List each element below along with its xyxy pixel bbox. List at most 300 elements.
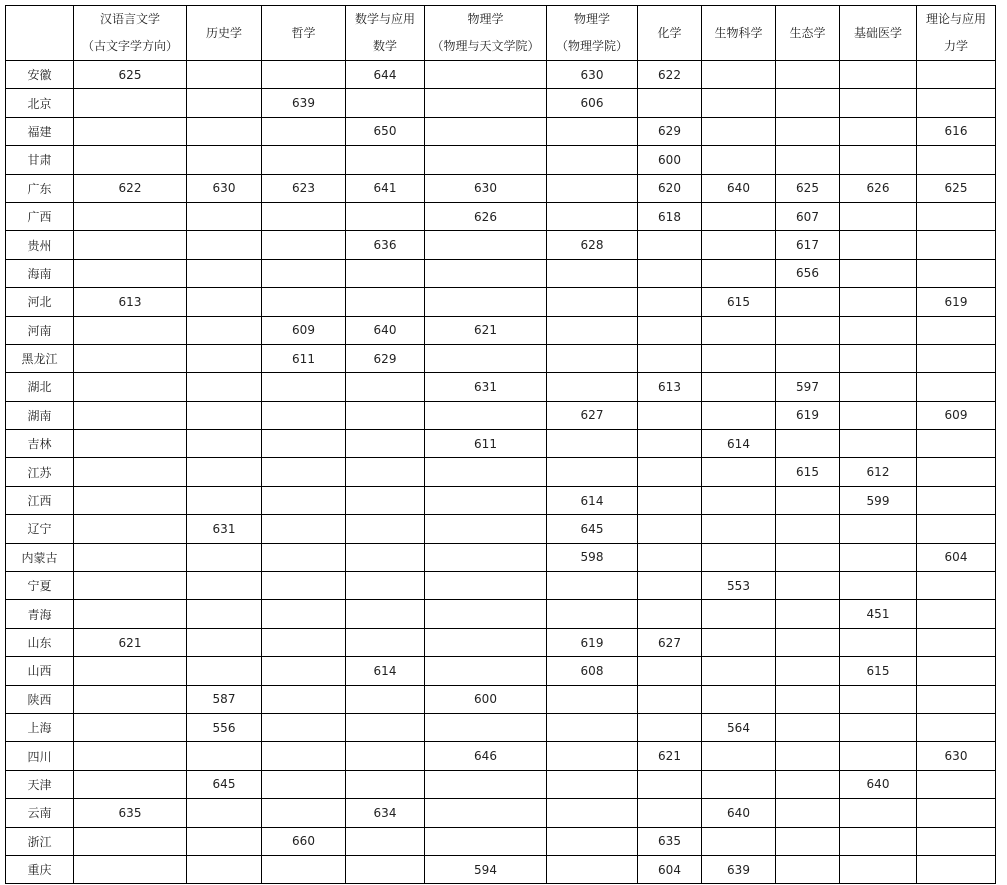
header-cell [346, 6, 425, 61]
score-cell [425, 288, 547, 316]
score-cell [262, 742, 346, 770]
score-cell [638, 515, 702, 543]
score-cell [74, 231, 187, 259]
table-row [6, 373, 996, 401]
score-cell [840, 628, 917, 656]
header-line: （古文字学方向） [81, 39, 178, 53]
score-cell [840, 259, 917, 287]
score-cell [776, 628, 840, 656]
province-cell: 内蒙古 [6, 543, 74, 571]
score-cell [638, 259, 702, 287]
score-cell [917, 600, 996, 628]
score-cell [187, 572, 262, 600]
score-cell [702, 770, 776, 798]
score-cell: 615 [776, 458, 840, 486]
score-cell [547, 572, 638, 600]
province-cell: 江苏 [6, 458, 74, 486]
score-cell [702, 543, 776, 571]
score-cell [425, 657, 547, 685]
score-cell [262, 231, 346, 259]
score-cell [702, 316, 776, 344]
score-cell: 627 [638, 628, 702, 656]
table-row [6, 486, 996, 514]
score-cell [262, 628, 346, 656]
score-cell: 608 [547, 657, 638, 685]
score-cell [702, 146, 776, 174]
province-cell: 陕西 [6, 685, 74, 713]
score-cell [187, 628, 262, 656]
table-row [6, 231, 996, 259]
score-cell [638, 344, 702, 372]
score-cell [840, 288, 917, 316]
score-cell: 622 [638, 61, 702, 89]
score-cell [187, 401, 262, 429]
score-cell [74, 89, 187, 117]
header-line: 化学 [657, 25, 682, 40]
score-cell: 641 [346, 174, 425, 202]
header-line: （物理学院） [555, 39, 628, 53]
score-cell [776, 799, 840, 827]
score-cell: 621 [425, 316, 547, 344]
score-cell [547, 827, 638, 855]
score-cell: 553 [702, 572, 776, 600]
score-cell [262, 458, 346, 486]
province-cell: 吉林 [6, 430, 74, 458]
score-cell [425, 401, 547, 429]
table-row [6, 827, 996, 855]
score-cell [262, 202, 346, 230]
score-cell [702, 373, 776, 401]
score-cell [776, 572, 840, 600]
score-cell [425, 231, 547, 259]
score-cell: 628 [547, 231, 638, 259]
score-cell: 609 [262, 316, 346, 344]
score-cell [702, 202, 776, 230]
score-cell [917, 259, 996, 287]
score-cell: 630 [425, 174, 547, 202]
score-cell: 635 [638, 827, 702, 855]
header-line: （物理与天文学院） [431, 39, 540, 53]
score-cell [840, 146, 917, 174]
score-cell [425, 600, 547, 628]
province-cell: 贵州 [6, 231, 74, 259]
score-cell: 606 [547, 89, 638, 117]
score-cell [346, 288, 425, 316]
table-row [6, 202, 996, 230]
score-cell [187, 316, 262, 344]
score-cell [547, 458, 638, 486]
score-cell [547, 344, 638, 372]
score-cell [425, 117, 547, 145]
score-cell [776, 61, 840, 89]
header-cell-province [6, 6, 74, 61]
score-cell: 609 [917, 401, 996, 429]
score-cell [917, 628, 996, 656]
table-row [6, 146, 996, 174]
score-cell [776, 600, 840, 628]
score-cell [346, 401, 425, 429]
header-line: 物理学 [573, 12, 610, 26]
table-row [6, 685, 996, 713]
score-cell: 650 [346, 117, 425, 145]
score-cell [74, 344, 187, 372]
table-row [6, 288, 996, 316]
score-cell [776, 515, 840, 543]
score-cell: 639 [702, 855, 776, 883]
header-line: 数学与应用 [354, 12, 415, 26]
score-cell: 615 [840, 657, 917, 685]
header-cell [917, 6, 996, 61]
table-row [6, 401, 996, 429]
score-cell [346, 713, 425, 741]
score-cell [262, 600, 346, 628]
header-line: 力学 [943, 39, 968, 53]
score-cell [776, 486, 840, 514]
score-cell [262, 61, 346, 89]
admission-score-table [5, 5, 996, 884]
score-cell [547, 600, 638, 628]
score-cell: 604 [917, 543, 996, 571]
score-cell [346, 515, 425, 543]
score-cell [547, 259, 638, 287]
score-cell [547, 742, 638, 770]
header-cell [702, 6, 776, 61]
score-cell [917, 827, 996, 855]
header-cell [187, 6, 262, 61]
score-cell [74, 259, 187, 287]
score-cell [840, 231, 917, 259]
header-line: 生物科学 [714, 25, 763, 40]
score-cell [547, 685, 638, 713]
table-row [6, 458, 996, 486]
score-cell [917, 685, 996, 713]
province-cell: 四川 [6, 742, 74, 770]
score-cell: 614 [346, 657, 425, 685]
score-cell: 611 [262, 344, 346, 372]
score-cell [840, 742, 917, 770]
score-cell: 597 [776, 373, 840, 401]
table-row [6, 713, 996, 741]
score-cell: 616 [917, 117, 996, 145]
score-cell [187, 231, 262, 259]
score-cell: 619 [776, 401, 840, 429]
score-cell [262, 657, 346, 685]
score-cell [74, 458, 187, 486]
province-cell: 重庆 [6, 855, 74, 883]
score-cell [840, 61, 917, 89]
table-body [6, 61, 996, 884]
score-cell [262, 288, 346, 316]
score-cell: 604 [638, 855, 702, 883]
score-cell [917, 458, 996, 486]
score-cell [346, 373, 425, 401]
province-cell: 甘肃 [6, 146, 74, 174]
score-cell: 640 [840, 770, 917, 798]
score-cell [702, 259, 776, 287]
score-cell [187, 430, 262, 458]
table-row [6, 259, 996, 287]
score-cell [425, 713, 547, 741]
score-cell: 598 [547, 543, 638, 571]
province-cell: 安徽 [6, 61, 74, 89]
score-cell [840, 515, 917, 543]
score-cell [638, 572, 702, 600]
score-cell [346, 89, 425, 117]
header-cell [776, 6, 840, 61]
score-cell: 613 [638, 373, 702, 401]
score-cell: 630 [547, 61, 638, 89]
score-cell: 639 [262, 89, 346, 117]
score-cell [776, 657, 840, 685]
score-cell [638, 89, 702, 117]
score-cell [638, 231, 702, 259]
score-cell [346, 486, 425, 514]
score-cell [547, 202, 638, 230]
score-cell: 617 [776, 231, 840, 259]
table-row [6, 770, 996, 798]
score-cell [917, 231, 996, 259]
score-cell: 645 [187, 770, 262, 798]
score-cell: 622 [74, 174, 187, 202]
score-cell: 607 [776, 202, 840, 230]
score-cell [346, 827, 425, 855]
score-cell [74, 543, 187, 571]
score-cell [425, 486, 547, 514]
score-cell [425, 259, 547, 287]
table-row [6, 799, 996, 827]
score-cell [776, 89, 840, 117]
score-cell: 629 [638, 117, 702, 145]
score-cell: 630 [917, 742, 996, 770]
score-cell [262, 770, 346, 798]
score-cell [74, 770, 187, 798]
score-cell [74, 515, 187, 543]
province-cell: 天津 [6, 770, 74, 798]
header-line: 理论与应用 [925, 12, 986, 26]
score-cell: 621 [638, 742, 702, 770]
score-cell: 613 [74, 288, 187, 316]
score-cell: 626 [840, 174, 917, 202]
score-cell: 556 [187, 713, 262, 741]
score-cell [262, 373, 346, 401]
score-cell [702, 61, 776, 89]
score-cell [917, 202, 996, 230]
score-cell [840, 373, 917, 401]
score-cell [74, 316, 187, 344]
score-cell [262, 685, 346, 713]
score-cell [638, 288, 702, 316]
score-cell: 629 [346, 344, 425, 372]
score-cell: 623 [262, 174, 346, 202]
score-cell [187, 288, 262, 316]
score-cell [187, 827, 262, 855]
score-cell [425, 515, 547, 543]
province-cell: 广西 [6, 202, 74, 230]
header-line: 汉语言文学 [99, 12, 160, 26]
province-cell: 河南 [6, 316, 74, 344]
score-cell [776, 430, 840, 458]
score-cell [547, 770, 638, 798]
score-cell: 600 [425, 685, 547, 713]
score-cell [262, 146, 346, 174]
score-cell [74, 430, 187, 458]
score-cell [917, 316, 996, 344]
score-cell [425, 89, 547, 117]
score-cell [917, 657, 996, 685]
score-cell [638, 685, 702, 713]
score-cell [74, 202, 187, 230]
table-header [6, 6, 996, 61]
score-cell [425, 827, 547, 855]
header-cell [840, 6, 917, 61]
score-cell [262, 515, 346, 543]
score-cell [638, 713, 702, 741]
province-cell: 宁夏 [6, 572, 74, 600]
score-cell [74, 600, 187, 628]
score-cell: 627 [547, 401, 638, 429]
score-cell [262, 572, 346, 600]
score-cell [776, 117, 840, 145]
score-cell [346, 770, 425, 798]
score-cell [840, 202, 917, 230]
score-cell [840, 401, 917, 429]
score-cell [917, 572, 996, 600]
score-cell [187, 61, 262, 89]
score-cell [346, 572, 425, 600]
table-row [6, 657, 996, 685]
score-cell [776, 344, 840, 372]
score-cell [840, 685, 917, 713]
table-row [6, 600, 996, 628]
table-row [6, 89, 996, 117]
score-cell [917, 89, 996, 117]
score-cell [74, 827, 187, 855]
province-cell: 湖北 [6, 373, 74, 401]
score-cell [702, 89, 776, 117]
score-cell: 620 [638, 174, 702, 202]
score-cell: 621 [74, 628, 187, 656]
score-cell [262, 543, 346, 571]
score-cell [638, 430, 702, 458]
province-cell: 广东 [6, 174, 74, 202]
province-cell: 辽宁 [6, 515, 74, 543]
score-cell: 564 [702, 713, 776, 741]
score-cell [702, 231, 776, 259]
score-cell: 619 [917, 288, 996, 316]
score-cell [346, 742, 425, 770]
score-cell: 625 [917, 174, 996, 202]
score-cell: 640 [702, 174, 776, 202]
score-cell [840, 316, 917, 344]
province-cell: 上海 [6, 713, 74, 741]
table-row [6, 628, 996, 656]
score-cell: 631 [187, 515, 262, 543]
score-cell [262, 117, 346, 145]
score-cell [840, 430, 917, 458]
score-cell [187, 146, 262, 174]
score-cell [346, 430, 425, 458]
score-cell [917, 344, 996, 372]
score-cell: 644 [346, 61, 425, 89]
score-cell [638, 543, 702, 571]
header-cell [425, 6, 547, 61]
score-cell [638, 401, 702, 429]
score-cell [74, 572, 187, 600]
score-cell [425, 458, 547, 486]
score-cell [638, 799, 702, 827]
score-cell [776, 827, 840, 855]
score-cell [74, 486, 187, 514]
score-cell [346, 146, 425, 174]
score-cell [917, 486, 996, 514]
score-cell: 599 [840, 486, 917, 514]
score-cell: 660 [262, 827, 346, 855]
score-cell [702, 657, 776, 685]
score-cell [547, 713, 638, 741]
score-cell [262, 259, 346, 287]
score-cell [547, 799, 638, 827]
score-cell: 640 [346, 316, 425, 344]
score-cell [917, 770, 996, 798]
score-cell [776, 713, 840, 741]
score-cell [917, 713, 996, 741]
score-cell [425, 146, 547, 174]
score-cell [840, 827, 917, 855]
score-cell [776, 742, 840, 770]
score-cell: 587 [187, 685, 262, 713]
score-cell [187, 742, 262, 770]
score-cell [776, 146, 840, 174]
score-cell [187, 89, 262, 117]
score-cell: 646 [425, 742, 547, 770]
province-cell: 河北 [6, 288, 74, 316]
score-cell: 636 [346, 231, 425, 259]
score-cell [187, 344, 262, 372]
header-cell [262, 6, 346, 61]
score-cell [547, 430, 638, 458]
score-cell: 614 [547, 486, 638, 514]
table-row [6, 316, 996, 344]
score-cell [702, 401, 776, 429]
province-cell: 江西 [6, 486, 74, 514]
table-row [6, 117, 996, 145]
score-cell [840, 572, 917, 600]
score-cell [346, 259, 425, 287]
score-cell [547, 146, 638, 174]
score-cell [74, 657, 187, 685]
score-cell [425, 543, 547, 571]
table-row [6, 430, 996, 458]
header-line: 数学 [372, 39, 397, 53]
score-cell: 640 [702, 799, 776, 827]
score-cell [638, 657, 702, 685]
score-cell [638, 458, 702, 486]
score-cell [346, 543, 425, 571]
score-cell [262, 799, 346, 827]
score-cell [425, 572, 547, 600]
header-cell [74, 6, 187, 61]
score-cell: 635 [74, 799, 187, 827]
header-line: 物理学 [467, 12, 504, 26]
score-cell [638, 316, 702, 344]
score-cell: 618 [638, 202, 702, 230]
header-line: 基础医学 [853, 25, 902, 40]
table-row [6, 61, 996, 89]
province-cell: 湖南 [6, 401, 74, 429]
score-cell [187, 373, 262, 401]
score-cell [776, 685, 840, 713]
score-cell [346, 600, 425, 628]
